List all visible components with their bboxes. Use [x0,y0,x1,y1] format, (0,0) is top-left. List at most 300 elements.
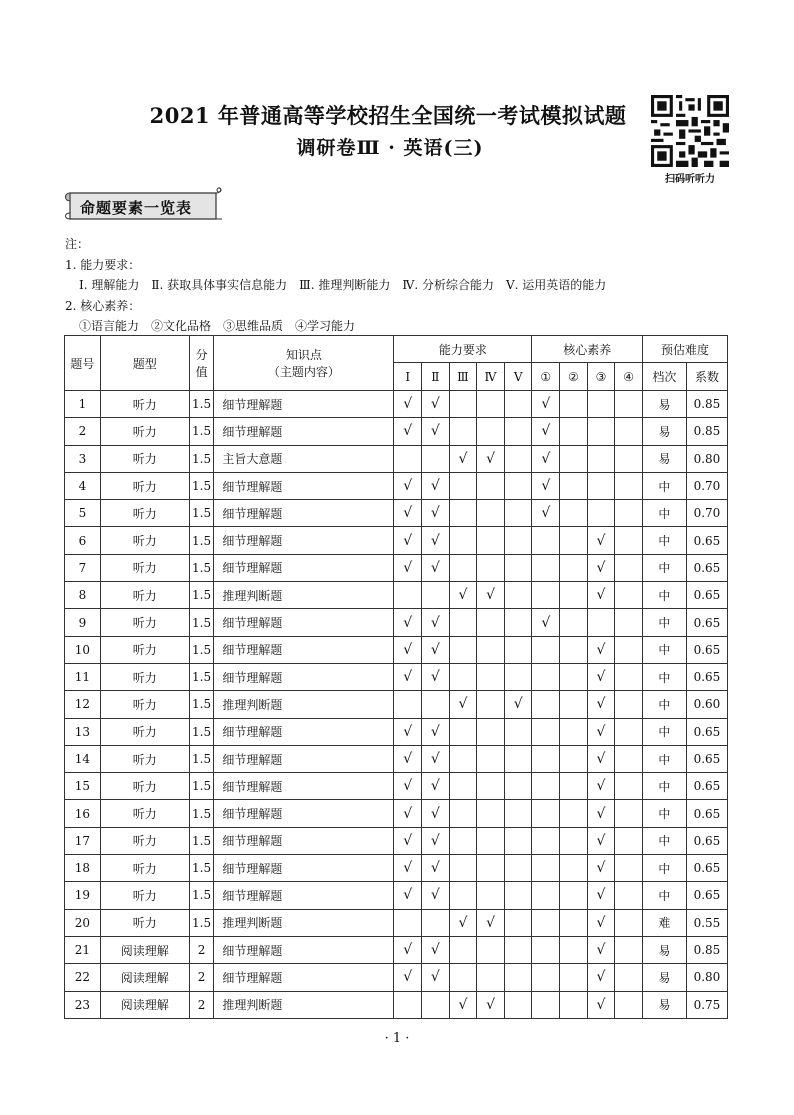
check-mark-icon: √ [403,887,413,904]
cell-level: 易 [642,936,686,963]
cell-core-4 [615,445,643,472]
cell-level: 中 [642,609,686,636]
cell-level: 中 [642,827,686,854]
check-mark-icon: √ [403,641,413,658]
cell-knowledge-point: 细节理解题 [214,554,394,581]
cell-ability-5 [504,663,532,690]
cell-coef: 0.65 [686,800,727,827]
cell-ability-5 [504,636,532,663]
cell-core-1 [532,909,560,936]
cell-ability-5 [504,855,532,882]
cell-coef: 0.60 [686,691,727,718]
check-mark-icon: √ [486,587,495,604]
cell-core-4 [615,582,643,609]
cell-core-1 [532,882,560,909]
cell-core-1 [532,554,560,581]
cell-knowledge-point: 细节理解题 [214,500,394,527]
cell-ability-3 [449,827,477,854]
cell-core-2 [560,418,588,445]
cell-ability-5 [504,609,532,636]
proposition-elements-table [64,335,728,1019]
cell-ability-4 [477,909,505,936]
cell-core-4 [615,855,643,882]
cell-core-3 [587,582,615,609]
check-mark-icon: √ [430,969,440,986]
cell-ability-4 [477,663,505,690]
check-mark-icon: √ [430,805,440,822]
cell-knowledge-point: 细节理解题 [214,472,394,499]
cell-type: 听力 [100,391,189,418]
cell-coef: 0.65 [686,527,727,554]
header-ability-2: Ⅱ [422,363,450,391]
cell-level: 中 [642,527,686,554]
check-mark-icon: √ [486,450,495,467]
check-mark-icon: √ [430,478,440,495]
cell-core-4 [615,636,643,663]
header-number: 题号 [65,336,101,391]
cell-coef: 0.85 [686,418,727,445]
cell-ability-4 [477,855,505,882]
cell-ability-1 [394,691,422,718]
cell-ability-1 [394,418,422,445]
cell-core-3 [587,800,615,827]
table-row [65,909,728,936]
cell-ability-3 [449,718,477,745]
check-mark-icon: √ [596,805,606,822]
cell-core-2 [560,800,588,827]
cell-ability-5 [504,691,532,718]
cell-type: 听力 [100,827,189,854]
cell-core-1 [532,964,560,991]
cell-core-3 [587,718,615,745]
cell-coef: 0.65 [686,582,727,609]
cell-coef: 0.65 [686,609,727,636]
check-mark-icon: √ [596,723,606,740]
check-mark-icon: √ [596,860,606,877]
cell-ability-2 [422,472,450,499]
cell-ability-4 [477,500,505,527]
cell-score: 1.5 [189,718,214,745]
check-mark-icon: √ [596,887,606,904]
cell-coef: 0.65 [686,636,727,663]
cell-number: 16 [65,800,101,827]
cell-core-3 [587,445,615,472]
cell-core-3 [587,827,615,854]
exam-subtitle: 调研卷Ⅲ · 英语(三) [296,137,484,159]
cell-type: 听力 [100,582,189,609]
cell-knowledge-point: 细节理解题 [214,418,394,445]
check-mark-icon: √ [596,532,606,549]
table-row [65,718,728,745]
check-mark-icon: √ [596,969,606,986]
header-ability: 能力要求 [394,336,532,363]
check-mark-icon: √ [513,696,523,713]
cell-ability-4 [477,472,505,499]
cell-core-4 [615,909,643,936]
cell-score: 1.5 [189,609,214,636]
cell-ability-5 [504,909,532,936]
cell-core-2 [560,882,588,909]
cell-level: 易 [642,418,686,445]
cell-ability-1 [394,800,422,827]
cell-score: 1.5 [189,882,214,909]
cell-number: 11 [65,663,101,690]
cell-core-2 [560,500,588,527]
cell-number: 9 [65,609,101,636]
cell-coef: 0.65 [686,773,727,800]
check-mark-icon: √ [403,832,413,849]
cell-ability-5 [504,991,532,1018]
cell-knowledge-point: 推理判断题 [214,582,394,609]
cell-core-2 [560,936,588,963]
cell-core-1 [532,718,560,745]
check-mark-icon: √ [430,860,440,877]
cell-core-2 [560,745,588,772]
cell-score: 1.5 [189,636,214,663]
cell-ability-2 [422,855,450,882]
cell-score: 1.5 [189,663,214,690]
cell-score: 1.5 [189,827,214,854]
cell-coef: 0.65 [686,718,727,745]
cell-ability-2 [422,745,450,772]
cell-core-2 [560,663,588,690]
cell-score: 1.5 [189,391,214,418]
check-mark-icon: √ [596,669,606,686]
cell-knowledge-point: 细节理解题 [214,827,394,854]
cell-knowledge-point: 细节理解题 [214,882,394,909]
cell-type: 阅读理解 [100,964,189,991]
cell-score: 2 [189,936,214,963]
cell-knowledge-point: 细节理解题 [214,718,394,745]
cell-ability-1 [394,936,422,963]
check-mark-icon: √ [403,478,413,495]
table-row [65,500,728,527]
cell-ability-4 [477,527,505,554]
cell-ability-3 [449,964,477,991]
cell-coef: 0.85 [686,391,727,418]
cell-core-3 [587,527,615,554]
cell-ability-1 [394,745,422,772]
cell-level: 中 [642,691,686,718]
cell-ability-3 [449,663,477,690]
cell-ability-3 [449,391,477,418]
cell-score: 1.5 [189,745,214,772]
cell-ability-3 [449,445,477,472]
cell-core-3 [587,745,615,772]
table-row [65,554,728,581]
cell-level: 中 [642,636,686,663]
cell-core-3 [587,991,615,1018]
check-mark-icon: √ [430,559,440,576]
cell-number: 2 [65,418,101,445]
cell-score: 1.5 [189,500,214,527]
cell-ability-3 [449,636,477,663]
cell-core-4 [615,418,643,445]
notes-item-ability: 1. 能力要求： [65,257,141,272]
cell-ability-5 [504,936,532,963]
cell-core-4 [615,609,643,636]
cell-level: 易 [642,391,686,418]
cell-ability-2 [422,909,450,936]
cell-ability-2 [422,609,450,636]
header-knowledge [214,336,394,391]
table-row [65,527,728,554]
cell-core-3 [587,855,615,882]
check-mark-icon: √ [430,832,440,849]
cell-core-1 [532,936,560,963]
check-mark-icon: √ [403,396,413,413]
cell-core-2 [560,991,588,1018]
cell-coef: 0.80 [686,445,727,472]
cell-core-4 [615,936,643,963]
check-mark-icon: √ [403,778,413,795]
cell-core-3 [587,882,615,909]
cell-number: 3 [65,445,101,472]
cell-type: 听力 [100,745,189,772]
cell-core-1 [532,800,560,827]
cell-core-1 [532,745,560,772]
cell-ability-1 [394,827,422,854]
cell-core-3 [587,609,615,636]
table-row [65,882,728,909]
cell-core-2 [560,636,588,663]
cell-core-4 [615,882,643,909]
header-type: 题型 [100,336,189,391]
cell-ability-2 [422,964,450,991]
cell-number: 13 [65,718,101,745]
cell-core-2 [560,554,588,581]
table-row [65,582,728,609]
cell-level: 中 [642,663,686,690]
check-mark-icon: √ [430,669,440,686]
table-row [65,663,728,690]
header-score-top: 分 [195,348,208,362]
cell-ability-1 [394,500,422,527]
cell-knowledge-point: 细节理解题 [214,527,394,554]
cell-coef: 0.65 [686,855,727,882]
cell-number: 14 [65,745,101,772]
cell-ability-3 [449,882,477,909]
cell-level: 中 [642,745,686,772]
cell-core-2 [560,691,588,718]
check-mark-icon: √ [403,751,413,767]
cell-core-3 [587,773,615,800]
cell-type: 听力 [100,855,189,882]
cell-ability-2 [422,718,450,745]
cell-ability-4 [477,554,505,581]
cell-ability-3 [449,609,477,636]
cell-core-3 [587,691,615,718]
header-ability-5: Ⅴ [504,363,532,391]
cell-knowledge-point: 推理判断题 [214,909,394,936]
cell-core-3 [587,663,615,690]
cell-type: 听力 [100,800,189,827]
cell-ability-4 [477,691,505,718]
check-mark-icon: √ [596,641,606,658]
cell-ability-1 [394,472,422,499]
table-row [65,827,728,854]
cell-ability-2 [422,936,450,963]
cell-core-2 [560,855,588,882]
cell-ability-4 [477,827,505,854]
cell-core-1 [532,636,560,663]
cell-ability-1 [394,663,422,690]
cell-core-4 [615,472,643,499]
cell-ability-1 [394,582,422,609]
cell-ability-1 [394,391,422,418]
cell-core-4 [615,745,643,772]
cell-core-2 [560,445,588,472]
check-mark-icon: √ [430,751,440,767]
cell-number: 6 [65,527,101,554]
cell-core-4 [615,554,643,581]
cell-number: 17 [65,827,101,854]
cell-ability-4 [477,991,505,1018]
cell-ability-5 [504,391,532,418]
cell-type: 听力 [100,609,189,636]
check-mark-icon: √ [430,423,440,440]
header-core: 核心素养 [532,336,642,363]
cell-ability-4 [477,609,505,636]
cell-knowledge-point: 细节理解题 [214,391,394,418]
cell-core-3 [587,391,615,418]
cell-ability-1 [394,527,422,554]
header-score-bottom: 值 [195,365,208,379]
table-row [65,418,728,445]
cell-number: 18 [65,855,101,882]
cell-core-2 [560,582,588,609]
header-core-3: ③ [587,363,615,391]
cell-core-1 [532,582,560,609]
check-mark-icon: √ [430,942,440,959]
banner-title: 命题要素一览表 [80,199,193,217]
check-mark-icon: √ [430,614,440,631]
cell-ability-5 [504,527,532,554]
check-mark-icon: √ [403,942,413,959]
cell-score: 1.5 [189,909,214,936]
cell-ability-3 [449,773,477,800]
cell-ability-1 [394,718,422,745]
cell-score: 1.5 [189,527,214,554]
cell-ability-5 [504,827,532,854]
cell-core-4 [615,663,643,690]
cell-knowledge-point: 主旨大意题 [214,445,394,472]
cell-core-2 [560,718,588,745]
cell-number: 5 [65,500,101,527]
cell-level: 中 [642,582,686,609]
cell-level: 中 [642,800,686,827]
cell-level: 中 [642,472,686,499]
qr-code-icon [651,95,729,167]
cell-ability-3 [449,418,477,445]
cell-ability-2 [422,418,450,445]
check-mark-icon: √ [430,887,440,904]
cell-ability-3 [449,936,477,963]
page-number: · 1 · [384,1031,410,1046]
cell-ability-2 [422,391,450,418]
cell-core-2 [560,609,588,636]
qr-caption: 扫码听听力 [665,174,715,185]
cell-core-3 [587,964,615,991]
cell-ability-2 [422,554,450,581]
cell-coef: 0.70 [686,500,727,527]
cell-core-3 [587,500,615,527]
check-mark-icon: √ [541,505,551,522]
cell-type: 听力 [100,445,189,472]
cell-core-3 [587,636,615,663]
cell-ability-2 [422,773,450,800]
cell-core-3 [587,936,615,963]
cell-ability-1 [394,909,422,936]
cell-core-2 [560,964,588,991]
check-mark-icon: √ [403,532,413,549]
header-coef: 系数 [686,363,727,391]
table-row [65,773,728,800]
cell-ability-5 [504,800,532,827]
cell-ability-4 [477,391,505,418]
cell-level: 中 [642,773,686,800]
cell-ability-3 [449,582,477,609]
table-row [65,391,728,418]
header-level: 档次 [642,363,686,391]
cell-knowledge-point: 细节理解题 [214,663,394,690]
cell-ability-3 [449,472,477,499]
cell-core-3 [587,418,615,445]
cell-type: 听力 [100,909,189,936]
notes-item-core: 2. 核心素养： [65,298,141,313]
cell-core-4 [615,827,643,854]
cell-ability-3 [449,554,477,581]
table-row [65,609,728,636]
header-core-2: ② [560,363,588,391]
notes-ability-detail: Ⅰ. 理解能力 Ⅱ. 获取具体事实信息能力 Ⅲ. 推理判断能力 Ⅳ. 分析综合能力 Ⅴ. 运用英语的能力 [79,278,607,292]
cell-core-4 [615,527,643,554]
cell-ability-5 [504,500,532,527]
cell-core-1 [532,500,560,527]
check-mark-icon: √ [430,723,440,740]
check-mark-icon: √ [430,532,440,549]
cell-core-4 [615,991,643,1018]
table-row [65,964,728,991]
cell-core-4 [615,718,643,745]
check-mark-icon: √ [403,505,413,522]
cell-coef: 0.75 [686,991,727,1018]
cell-ability-1 [394,609,422,636]
cell-ability-1 [394,773,422,800]
check-mark-icon: √ [403,669,413,686]
cell-ability-2 [422,527,450,554]
cell-ability-3 [449,500,477,527]
header-difficulty: 预估难度 [642,336,727,363]
check-mark-icon: √ [430,641,440,658]
table-row [65,636,728,663]
check-mark-icon: √ [403,805,413,822]
cell-coef: 0.65 [686,663,727,690]
check-mark-icon: √ [596,778,606,795]
cell-ability-3 [449,527,477,554]
cell-ability-4 [477,800,505,827]
cell-type: 听力 [100,418,189,445]
cell-knowledge-point: 细节理解题 [214,745,394,772]
cell-ability-3 [449,909,477,936]
cell-ability-2 [422,882,450,909]
cell-level: 难 [642,909,686,936]
cell-ability-1 [394,445,422,472]
cell-type: 阅读理解 [100,936,189,963]
header-score [189,336,214,391]
check-mark-icon: √ [596,832,606,849]
cell-score: 1.5 [189,472,214,499]
